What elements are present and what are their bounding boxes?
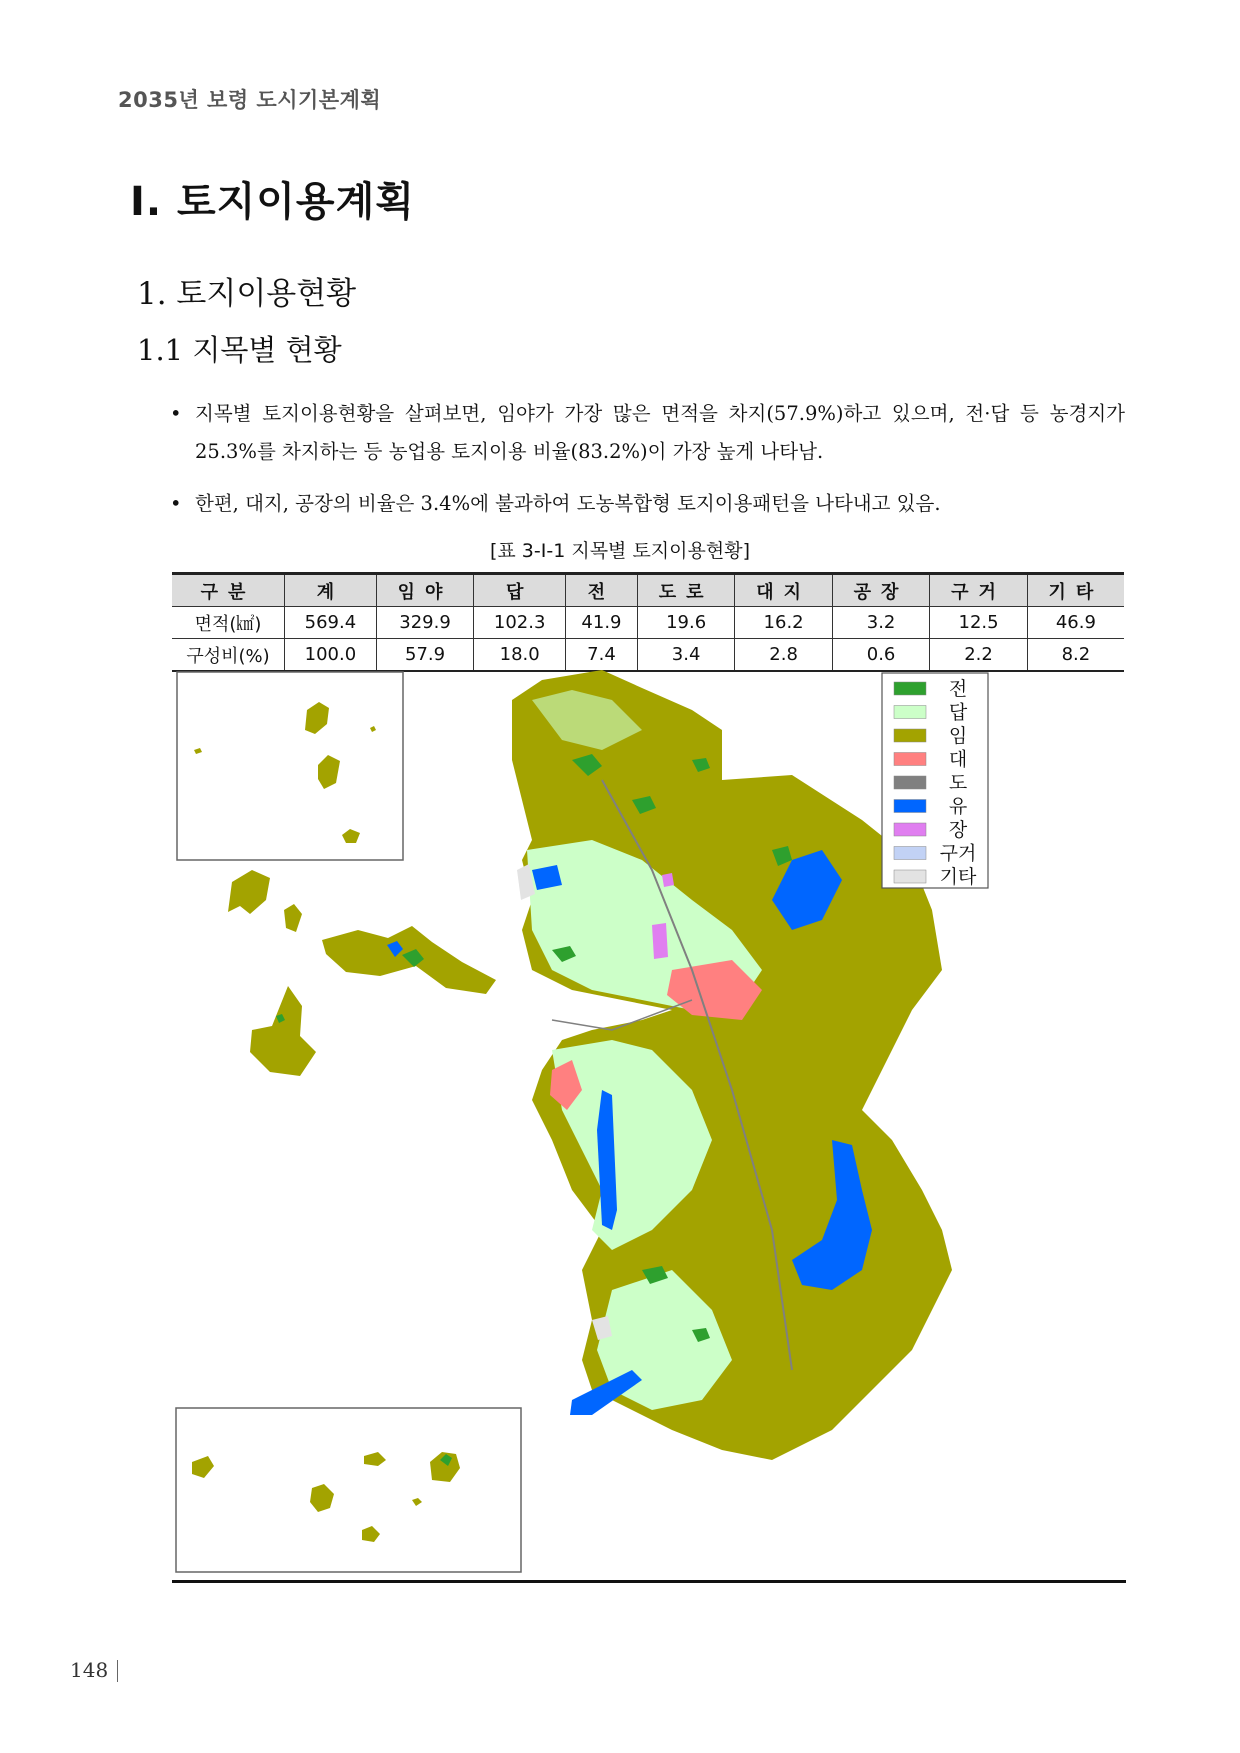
legend-label: 답	[948, 701, 968, 724]
column-header: 계	[285, 574, 377, 607]
column-header: 답	[474, 574, 566, 607]
table-row	[172, 639, 1124, 672]
landuse-map-graphic	[172, 670, 1126, 1578]
legend-label: 장	[948, 819, 968, 841]
table-cell: 3.4	[637, 639, 734, 672]
legend-swatch	[894, 870, 926, 883]
legend-label: 유	[948, 795, 968, 818]
table-cell: 46.9	[1027, 607, 1124, 639]
table-cell: 0.6	[832, 639, 929, 672]
column-header: 구거	[930, 574, 1027, 607]
legend-label: 도	[948, 772, 968, 794]
legend-swatch	[894, 776, 926, 789]
table-cell: 구성비(%)	[172, 639, 285, 672]
table-cell: 100.0	[285, 639, 377, 672]
subsection-title: 1.1 지목별 현황	[137, 333, 342, 367]
bullet-item: • 지목별 토지이용현황을 살펴보면, 임야가 가장 많은 면적을 차지(57.9%)하고 있으며, 전·답 등 농경지가 25.3%를 차지하는 등 농업용 토지이용 비율(83.2%)이 가장 높게 나타남.	[170, 395, 1125, 471]
table-cell: 569.4	[285, 607, 377, 639]
legend-swatch	[894, 753, 926, 766]
landuse-map	[172, 670, 1126, 1578]
legend-swatch	[894, 800, 926, 813]
legend-label: 구거	[939, 842, 977, 865]
running-header: 2035년 보령 도시기본계획	[118, 88, 382, 112]
table-cell: 329.9	[376, 607, 473, 639]
table-header-row	[172, 574, 1124, 607]
table-cell: 면적(㎢)	[172, 607, 285, 639]
legend-label: 전	[948, 678, 968, 700]
folio-divider	[117, 1660, 118, 1682]
column-header: 기타	[1027, 574, 1124, 607]
inset-map-north	[177, 672, 403, 860]
table-cell: 41.9	[566, 607, 638, 639]
table-caption: [표 3-Ⅰ-1 지목별 토지이용현황]	[490, 540, 750, 562]
section-title: 1. 토지이용현황	[137, 276, 357, 312]
legend-swatch	[894, 729, 926, 742]
column-header: 구분	[172, 574, 285, 607]
legend-swatch	[894, 847, 926, 860]
table-cell: 16.2	[735, 607, 832, 639]
bullet-item: • 한편, 대지, 공장의 비율은 3.4%에 불과하여 도농복합형 토지이용패턴을 나타내고 있음.	[170, 485, 1125, 523]
table-cell: 2.8	[735, 639, 832, 672]
bullet-list	[170, 395, 1125, 537]
table-row	[172, 607, 1124, 639]
legend-swatch	[894, 823, 926, 836]
bottom-rule	[172, 1580, 1126, 1583]
table-cell: 3.2	[832, 607, 929, 639]
inset-map-south	[176, 1408, 521, 1572]
legend-label: 임	[948, 725, 968, 747]
page-number: 148	[70, 1658, 109, 1682]
legend-label: 대	[948, 748, 968, 771]
column-header: 임야	[376, 574, 473, 607]
legend-label: 기타	[939, 866, 977, 888]
column-header: 전	[566, 574, 638, 607]
table-cell: 19.6	[637, 607, 734, 639]
table-cell: 18.0	[474, 639, 566, 672]
table-cell: 8.2	[1027, 639, 1124, 672]
table-cell: 7.4	[566, 639, 638, 672]
table-cell: 102.3	[474, 607, 566, 639]
column-header: 대지	[735, 574, 832, 607]
table-cell: 2.2	[930, 639, 1027, 672]
table-cell: 12.5	[930, 607, 1027, 639]
chapter-title: Ⅰ. 토지이용계획	[130, 179, 415, 225]
column-header: 도로	[637, 574, 734, 607]
legend-swatch	[894, 706, 926, 719]
table-cell: 57.9	[376, 639, 473, 672]
legend-swatch	[894, 682, 926, 695]
landuse-table	[172, 572, 1124, 672]
column-header: 공장	[832, 574, 929, 607]
